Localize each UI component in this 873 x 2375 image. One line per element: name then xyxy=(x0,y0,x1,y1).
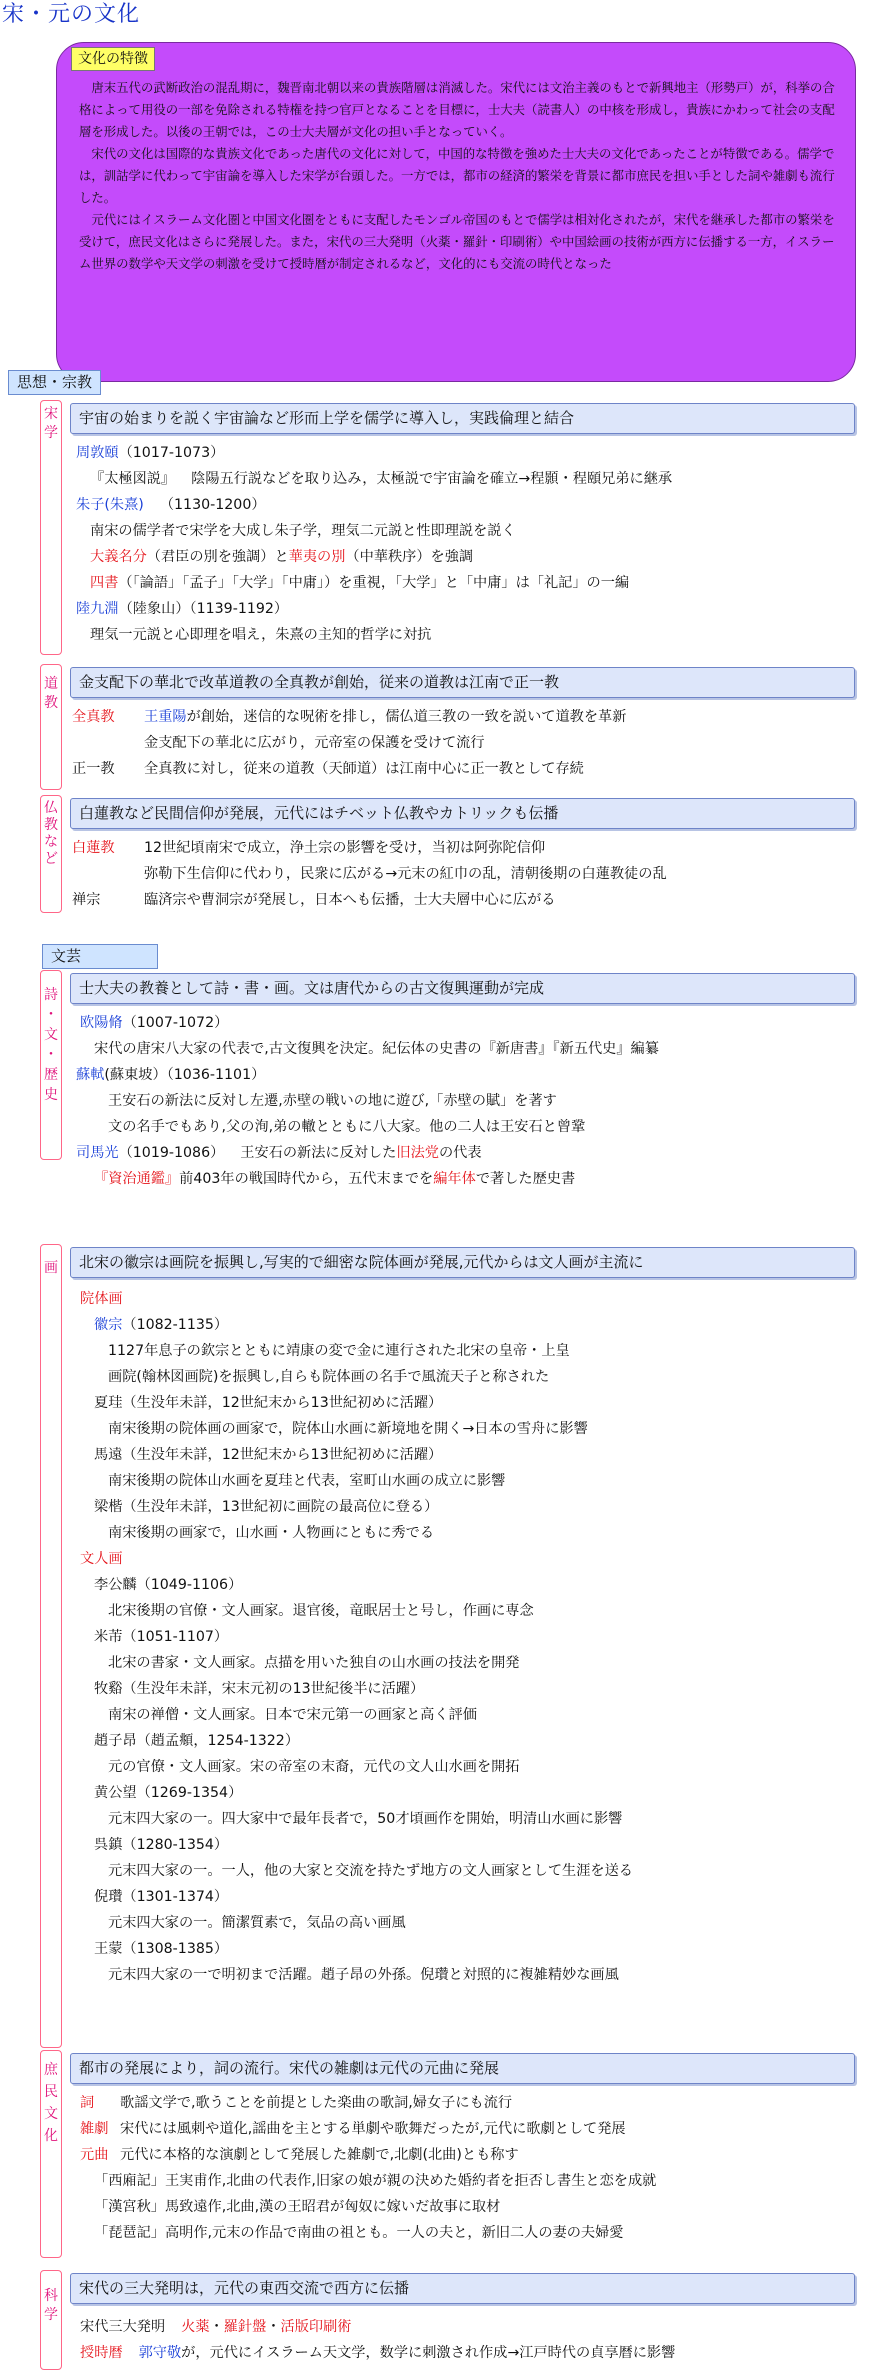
keyword: 華夷の別 xyxy=(288,549,346,565)
person-name: 陸九淵 xyxy=(76,601,119,617)
section-arts: 文芸 xyxy=(42,944,158,969)
culture-features-box xyxy=(56,42,856,382)
culture-features-tag: 文化の特徴 xyxy=(71,47,155,71)
person-name: 王重陽 xyxy=(144,709,187,725)
tab-daojiao: 道 教 xyxy=(40,664,62,790)
topic-shumin: 庶 民 文 化 都市の発展により，詞の流行。宋代の雑劇は元代の元曲に発展 詞 歌謡文学で,歌うことを前提とした楽曲の歌詞,婦女子にも流行 雑劇 宋代には風刺や道化,謡曲を主とする単劇や歌舞だったが,元代に歌劇として発展 元曲 元代に本格的な演劇として発展した雑劇で,北劇(北曲)とも称す 「西廂記」王実甫作,北曲の代表作,旧家の娘が親の決めた婚約者を拒否し書生と恋を成就 「漢宮秋」馬致遠作,北曲,漢の王昭君が匈奴に嫁いだ故事に取材 「琵琶記」高明作,元末の作品で南曲の祖とも。一人の夫と，新旧二人の妻の夫婦愛 xyxy=(40,2050,870,2258)
section-thought-religion: 思想・宗教 xyxy=(8,370,101,395)
keyword: 四書 xyxy=(90,575,119,591)
topic-fojiao: 仏 教 な ど 白蓮教など民間信仰が発展，元代にはチベット仏教やカトリックも伝播 白蓮教 12世紀頃南宋で成立，浄土宗の影響を受け，当初は阿弥陀信仰 弥勒下生信仰に代わり，民衆に広がる→元末の紅巾の乱，清朝後期の白蓮教徒の乱 禅宗 臨済宗や曹洞宗が発展し，日本へも伝播，士大夫層中心に広がる xyxy=(40,795,870,913)
keyword: 文人画 xyxy=(80,1551,123,1567)
page-title: 宋・元の文化 xyxy=(2,2,141,27)
culture-paragraph: 宋代の文化は国際的な貴族文化であった唐代の文化に対して，中国的な特徴を強めた士大夫の文化であったことが特徴である。儒学では，訓詁学に代わって宇宙論を導入した宋学が台頭した。一方では，都市の経済的繁栄を背景に都市庶民を担い手とした詞や雑劇も流行した。 xyxy=(79,146,835,205)
summary-hua: 北宋の徽宗は画院を振興し,写実的で細密な院体画が発展,元代からは文人画が主流に xyxy=(70,1247,855,1278)
summary-daojiao: 金支配下の華北で改革道教の全真教が創始，従来の道教は江南で正一教 xyxy=(70,667,855,698)
keyword: 全真教 xyxy=(72,709,115,725)
keyword: 雑劇 xyxy=(80,2121,109,2137)
keyword: 院体画 xyxy=(80,1291,123,1307)
tab-fojiao: 仏 教 な ど xyxy=(40,795,62,913)
keyword: 白蓮教 xyxy=(72,840,115,856)
tab-hua: 画 xyxy=(40,1244,62,2048)
culture-paragraph: 元代にはイスラーム文化圏と中国文化圏をともに支配したモンゴル帝国のもとで儒学は相対化されたが，宋代を継承した都市の繁栄を受けて，庶民文化はさらに発展した。また，宋代の三大発明（火薬・羅針・印刷術）や中国絵画の技術が西方に伝播する一方，イスラーム世界の数学や天文学の刺激を受けて授時暦が制定されるなど，文化的にも交流の時代となった xyxy=(79,212,835,271)
person-name: 徽宗 xyxy=(94,1317,123,1333)
culture-paragraph: 唐末五代の武断政治の混乱期に，魏晋南北朝以来の貴族階層は消滅した。宋代には文治主義のもとで新興地主（形勢戸）が，科挙の合格によって用役の一部を免除される特権を持つ官戸となることを目標に，士大夫（読書人）の中核を形成し，貴族にかわって社会の支配層を形成した。以後の王朝では，この士大夫層が文化の担い手となっていく。 xyxy=(79,80,835,139)
topic-hua: 画 北宋の徽宗は画院を振興し,写実的で細密な院体画が発展,元代からは文人画が主流に 院体画 徽宗（1082-1135） 1127年息子の欽宗とともに靖康の変で金に連行された北宋の皇帝・上皇 画院(翰林図画院)を振興し,自らも院体画の名手で風流天子と称された 夏珪（生没年未詳，12世紀末から13世紀初めに活躍） 南宋後期の院体画の画家で，院体山水画に新境地を開く→日本の雪舟に影響 馬遠（生没年未詳，12世紀末から13世紀初めに活躍） 南宋後期の院体山水画を夏珪と代表，室町山水画の成立に影響 梁楷（生没年未詳，13世紀初に画院の最高位に登る） 南宋後期の画家で，山水画・人物画にともに秀でる 文人画 李公麟（1049-1106） 北宋後期の官僚・文人画家。退官後，竜眠居士と号し，作画に専念 米芾（1051-1107） 北宋の書家・文人画家。点描を用いた独自の山水画の技法を開発 牧谿（生没年未詳，宋末元初の13世紀後半に活躍） 南宋の禅僧・文人画家。日本で宋元第一の画家と高く評価 趙子昂（趙孟頫，1254-1322） 元の官僚・文人画家。宋の帝室の末裔，元代の文人山水画を開拓 黄公望（1269-1354） 元末四大家の一。四大家中で最年長者で，50才頃画作を開始，明清山水画に影響 呉鎮（1280-1354） 元末四大家の一。一人，他の大家と交流を持たず地方の文人画家として生涯を送る 倪瓚（1301-1374） 元末四大家の一。簡潔質素で，気品の高い画風 王蒙（1308-1385） 元末四大家の一で明初まで活躍。趙子昂の外孫。倪瓚と対照的に複雑精妙な画風 xyxy=(40,1244,870,2048)
topic-songxue: 宋 学 宇宙の始まりを説く宇宙論など形而上学を儒学に導入し，実践倫理と結合 周敦頤（1017-1073） 『太極図説』 陰陽五行説などを取り込み，太極説で宇宙論を確立→程顥・程頤兄弟に継承 朱子(朱熹) （1130-1200） 南宋の儒学者で宋学を大成し朱子学，理気二元説と性即理説を説く 大義名分（君臣の別を強調）と華夷の別（中華秩序）を強調 四書（「論語」「孟子」「大学」「中庸」）を重視，「大学」と「中庸」は「礼記」の一編 陸九淵（陸象山）（1139-1192） 理気一元説と心即理を唱え，朱熹の主知的哲学に対抗 xyxy=(40,400,870,655)
summary-songxue: 宇宙の始まりを説く宇宙論など形而上学を儒学に導入し，実践倫理と結合 xyxy=(70,403,855,434)
summary-fojiao: 白蓮教など民間信仰が発展，元代にはチベット仏教やカトリックも伝播 xyxy=(70,798,855,829)
keyword: 編年体 xyxy=(433,1171,476,1187)
keyword: 『資治通鑑』 xyxy=(94,1171,180,1187)
keyword: 旧法党 xyxy=(396,1145,439,1161)
topic-kexue: 科 学 宋代の三大発明は，元代の東西交流で西方に伝播 宋代三大発明 火薬・羅針盤・活版印刷術 授時暦 郭守敬が，元代にイスラーム天文学，数学に刺激され作成→江戸時代の貞享暦に影響 xyxy=(40,2270,870,2370)
summary-kexue: 宋代の三大発明は，元代の東西交流で西方に伝播 xyxy=(70,2273,855,2304)
person-name: 司馬光 xyxy=(76,1145,119,1161)
keyword: 授時暦 xyxy=(80,2345,123,2361)
keyword: 大義名分 xyxy=(90,549,147,565)
summary-wenxue: 士大夫の教養として詩・書・画。文は唐代からの古文復興運動が完成 xyxy=(70,973,855,1004)
person-name: 周敦頤 xyxy=(76,445,119,461)
keyword: 羅針盤 xyxy=(223,2319,267,2335)
person-name: 欧陽脩 xyxy=(80,1015,123,1031)
tab-wenxue: 詩 ・ 文 ・ 歴 史 xyxy=(40,970,62,1160)
tab-kexue: 科 学 xyxy=(40,2270,62,2370)
tab-songxue: 宋 学 xyxy=(40,400,62,655)
person-name: 蘇軾 xyxy=(76,1067,105,1083)
keyword: 活版印刷術 xyxy=(280,2319,352,2335)
keyword: 火薬 xyxy=(181,2319,210,2335)
summary-shumin: 都市の発展により，詞の流行。宋代の雑劇は元代の元曲に発展 xyxy=(70,2053,855,2084)
keyword: 詞 xyxy=(80,2095,95,2111)
person-name: 郭守敬 xyxy=(138,2345,182,2361)
topic-daojiao: 道 教 金支配下の華北で改革道教の全真教が創始，従来の道教は江南で正一教 全真教 王重陽が創始，迷信的な呪術を排し，儒仏道三教の一致を説いて道教を革新 金支配下の華北に広がり，元帝室の保護を受けて流行 正一教 全真教に対し，従来の道教（天師道）は江南中心に正一教として存続 xyxy=(40,664,870,790)
person-name: 朱子(朱熹) xyxy=(76,497,144,513)
tab-shumin: 庶 民 文 化 xyxy=(40,2050,62,2258)
keyword: 元曲 xyxy=(80,2147,109,2163)
topic-wenxue: 詩 ・ 文 ・ 歴 史 士大夫の教養として詩・書・画。文は唐代からの古文復興運動が完成 欧陽脩（1007-1072） 宋代の唐宋八大家の代表で,古文復興を決定。紀伝体の史書の『新唐書』『新五代史』編纂 蘇軾(蘇東坡）（1036-1101） 王安石の新法に反対し左遷,赤壁の戦いの地に遊び,「赤壁の賦」を著す 文の名手でもあり,父の洵,弟の轍とともに八大家。他の二人は王安石と曾鞏 司馬光（1019-1086） 王安石の新法に反対した旧法党の代表 『資治通鑑』前403年の戦国時代から，五代末までを編年体で著した歴史書 xyxy=(40,970,870,1160)
